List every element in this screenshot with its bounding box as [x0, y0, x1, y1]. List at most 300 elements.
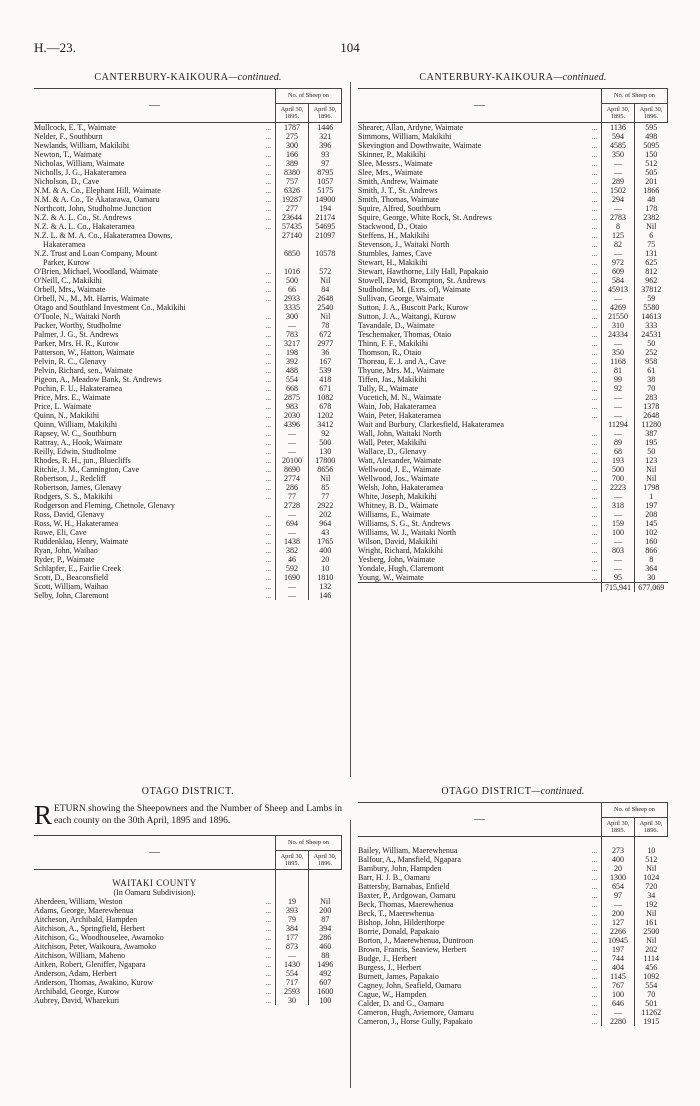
leader-dots: ...	[591, 142, 598, 151]
owner-name: Wall, John, Waitaki North	[358, 429, 442, 439]
leader-dots: ...	[265, 178, 272, 187]
sheep-1895: —	[276, 528, 309, 537]
leader-dots	[262, 303, 276, 312]
sheep-1895: 20	[602, 864, 635, 873]
owner-name: Cameron, J., Horse Gully, Papakaio	[358, 1017, 473, 1027]
owner-name: Squire, George, White Rock, St. Andrews	[358, 213, 492, 223]
table-row	[34, 978, 342, 987]
sheep-1895: 45913	[602, 285, 635, 294]
column-divider-lower	[350, 820, 351, 1088]
table-row	[358, 873, 668, 882]
sheep-1896: 93	[309, 150, 342, 159]
sheep-1895: 197	[602, 945, 635, 954]
sheep-1896: 201	[635, 177, 668, 186]
leader-dots: ...	[591, 304, 598, 313]
sheep-1896: 8656	[309, 465, 342, 474]
sheep-1896: 1798	[635, 483, 668, 492]
sheep-1896: 192	[635, 900, 668, 909]
sheep-1896: 5175	[309, 186, 342, 195]
sheep-1896: 195	[635, 438, 668, 447]
table-row	[34, 951, 342, 960]
year-1895-header: April 30, 1895.	[276, 104, 309, 123]
total-row	[358, 583, 668, 593]
year-1895-header: April 30, 1895.	[276, 851, 309, 870]
sheep-1896: Nil	[635, 222, 668, 231]
owner-name: Stewart, Hawthorne, Lily Hall, Papakaio	[358, 267, 489, 277]
sheep-1895: 4269	[602, 303, 635, 312]
table-row	[358, 348, 668, 357]
sheep-1895: 2728	[276, 501, 309, 510]
owner-name: Cagney, John, Seafield, Oamaru	[358, 981, 462, 991]
table-row	[358, 474, 668, 483]
section-title: CANTERBURY-KAIKOURA—continued.	[94, 72, 282, 83]
table-row	[34, 906, 342, 915]
sheep-1895: 2933	[276, 294, 309, 303]
sheep-1896: 456	[635, 963, 668, 972]
sheep-1896: 678	[309, 402, 342, 411]
owner-name: Rapsey, W. C., Southburn	[34, 429, 117, 439]
sheep-1895: 19287	[276, 195, 309, 204]
owner-name: Borrie, Donald, Papakaio	[358, 927, 440, 937]
owner-name: Rattray, A., Hook, Waimate	[34, 438, 123, 448]
leader-dots: ...	[591, 124, 598, 133]
sheep-1895: 97	[602, 891, 635, 900]
sheep-1896: 387	[635, 429, 668, 438]
total-1896: 677,069	[635, 583, 668, 593]
sheep-1895: 100	[602, 528, 635, 537]
owner-name: Tavandale, D., Waimate	[358, 321, 435, 331]
county-name: WAITAKI COUNTY	[112, 878, 197, 889]
table-row	[358, 537, 668, 546]
owner-name: Quinn, N., Makikihi	[34, 411, 100, 421]
sheep-1896: 1057	[309, 177, 342, 186]
sheep-1895: 289	[602, 177, 635, 186]
sheep-1895: —	[602, 249, 635, 258]
table-row	[358, 954, 668, 963]
owner-name: Rodgerson and Fleming, Chetnole, Glenavy	[34, 501, 175, 511]
table-row	[358, 972, 668, 981]
sheep-count-header: No. of Sheep on	[276, 836, 342, 851]
owner-name: Williams, W. J., Waitaki North	[358, 528, 456, 538]
sheep-1895: 82	[602, 240, 635, 249]
leader-dots: ...	[265, 565, 272, 574]
sheep-1896: 607	[309, 978, 342, 987]
owner-name: Northcott, John, Studholme Junction	[34, 204, 152, 214]
owner-name: Aubrey, David, Wharekuri	[34, 996, 120, 1006]
sheep-1895: 24334	[602, 330, 635, 339]
section-title: OTAGO DISTRICT—continued.	[441, 786, 585, 797]
owner-name: Anderson, Adam, Herbert	[34, 969, 117, 979]
table-row	[358, 492, 668, 501]
owner-name: Beck, T., Maerewhenua	[358, 909, 434, 919]
sheep-1896: 1114	[635, 954, 668, 963]
sheep-1896: 30	[635, 573, 668, 583]
owner-name: Pelvin, Richard, sen., Waimate	[34, 366, 133, 376]
leader-dots: ...	[591, 502, 598, 511]
table-row	[358, 141, 668, 150]
leader-dots: ...	[265, 943, 272, 952]
owner-name: Thinn, F. F., Makikihi	[358, 339, 429, 349]
leader-dots: ...	[265, 457, 272, 466]
leader-dots: ...	[591, 295, 598, 304]
sheep-1896: 10	[309, 564, 342, 573]
sheep-1896: 8795	[309, 168, 342, 177]
otago-right-section	[358, 786, 668, 1026]
sheep-1895: —	[602, 537, 635, 546]
leader-dots	[588, 420, 602, 429]
sheep-1896: 321	[309, 132, 342, 141]
table-row	[358, 195, 668, 204]
owner-name: Wain, Peter, Hakateramea	[358, 411, 441, 421]
sheep-1896: 20	[309, 555, 342, 564]
table-row	[358, 483, 668, 492]
sheep-1896: 161	[635, 918, 668, 927]
owner-name: O'Neill, C., Makikihi	[34, 276, 102, 286]
sheep-1895	[276, 258, 309, 267]
sheep-1896: 460	[309, 942, 342, 951]
page-header	[34, 40, 666, 56]
table-row	[34, 510, 342, 519]
leader-dots: ...	[591, 892, 598, 901]
table-row	[34, 519, 342, 528]
owner-name: N.Z. & A. L. Co., St. Andrews	[34, 213, 132, 223]
sheep-1896: 146	[309, 591, 342, 600]
leader-dots: ...	[265, 160, 272, 169]
sheep-1895: 594	[602, 132, 635, 141]
owner-name: N.M. & A. Co., Te Akatarawa, Oamaru	[34, 195, 160, 205]
name-column-header: —	[358, 803, 602, 837]
owner-name: Bishop, John, Hilderthorpe	[358, 918, 445, 928]
owner-name: Ryan, John, Waihao	[34, 546, 98, 556]
leader-dots: ...	[265, 961, 272, 970]
owner-name: N.Z. L. & M. A. Co., Hakateramea Downs,	[34, 231, 173, 241]
owner-name: N.M. & A. Co., Elephant Hill, Waimate	[34, 186, 161, 196]
table-row	[34, 483, 342, 492]
leader-dots: ...	[265, 430, 272, 439]
leader-dots: ...	[591, 448, 598, 457]
leader-dots: ...	[591, 574, 598, 583]
sheep-1896: 1915	[635, 1017, 668, 1026]
sheep-1895: 3217	[276, 339, 309, 348]
owner-name: Tully, R., Waimate	[358, 384, 418, 394]
table-row	[34, 303, 342, 312]
leader-dots: ...	[591, 538, 598, 547]
sheep-1896: 501	[635, 999, 668, 1008]
sheep-1896: 131	[635, 249, 668, 258]
leader-dots: ...	[265, 421, 272, 430]
owner-name: Wilson, David, Makikihi	[358, 537, 438, 547]
sheep-1896: 671	[309, 384, 342, 393]
sheep-1896: 2648	[635, 411, 668, 420]
owner-name: Scott, William, Waihao	[34, 582, 109, 592]
leader-dots: ...	[265, 313, 272, 322]
leader-dots: ...	[591, 394, 598, 403]
sheep-1896: 3412	[309, 420, 342, 429]
table-row	[34, 897, 342, 906]
owner-name: Archibald, George, Kurow	[34, 987, 120, 997]
canterbury-right-section	[358, 72, 668, 592]
sheep-1895: 166	[276, 150, 309, 159]
sheep-1896: 1092	[635, 972, 668, 981]
sheep-1895: 1016	[276, 267, 309, 276]
sheep-1896: 286	[309, 933, 342, 942]
table-row	[34, 546, 342, 555]
owner-name: Nelder, F., Southburn	[34, 132, 103, 142]
sheep-1896: 1810	[309, 573, 342, 582]
sheep-1895: 757	[276, 177, 309, 186]
leader-dots: ...	[265, 376, 272, 385]
sheep-1895: 46	[276, 555, 309, 564]
table-row	[34, 924, 342, 933]
sheep-1895: 125	[602, 231, 635, 240]
table-row	[358, 936, 668, 945]
owner-name: Thyune, Mrs. M., Waimate	[358, 366, 445, 376]
table-row	[34, 591, 342, 600]
table-row	[358, 375, 668, 384]
leader-dots: ...	[265, 979, 272, 988]
year-1895-header: April 30, 1895.	[602, 104, 635, 123]
table-row	[358, 564, 668, 573]
sheep-1896: 1866	[635, 186, 668, 195]
sheep-1895: 803	[602, 546, 635, 555]
owner-name: Aitchison, William, Maheno	[34, 951, 126, 961]
owner-name: Aitchison, A., Springfield, Herbert	[34, 924, 145, 934]
sheep-1896: 252	[635, 348, 668, 357]
sheep-1895: 1300	[602, 873, 635, 882]
owner-name: Ross, W. H., Hakateramea	[34, 519, 119, 529]
sheep-1895: 193	[602, 456, 635, 465]
table-row	[34, 132, 342, 141]
sheep-1895: —	[602, 1008, 635, 1017]
leader-dots: ...	[265, 916, 272, 925]
sheep-1896: 11280	[635, 420, 668, 429]
sheep-1895: 592	[276, 564, 309, 573]
leader-dots: ...	[591, 349, 598, 358]
sheep-1895: 694	[276, 519, 309, 528]
table-row	[34, 375, 342, 384]
sheep-1895: —	[602, 402, 635, 411]
sheep-1895: 8	[602, 222, 635, 231]
owner-name: Parker, Mrs. H. R., Kurow	[34, 339, 119, 349]
owner-name: Patterson, W., Hatton, Waimate	[34, 348, 135, 358]
leader-dots: ...	[265, 988, 272, 997]
owner-name: Parker, Kurow	[43, 258, 90, 268]
leader-dots: ...	[591, 565, 598, 574]
table-row	[358, 411, 668, 420]
sheep-1896: Nil	[635, 936, 668, 945]
table-row	[358, 402, 668, 411]
table-row	[358, 990, 668, 999]
owner-name: Newlands, William, Makikihi	[34, 141, 130, 151]
table-row	[34, 348, 342, 357]
sheep-table	[34, 835, 342, 1005]
leader-dots: ...	[591, 268, 598, 277]
table-row	[34, 528, 342, 537]
leader-dots: ...	[265, 187, 272, 196]
sheep-1895: 1136	[602, 123, 635, 133]
sheep-1895: 177	[276, 933, 309, 942]
sheep-1896: Nil	[635, 465, 668, 474]
column-divider	[350, 82, 351, 777]
leader-dots: ...	[265, 277, 272, 286]
sheep-1895: —	[276, 429, 309, 438]
owner-name: Young, W., Waimate	[358, 573, 424, 583]
table-row	[358, 510, 668, 519]
owner-name: Stewart, H., Makikihi	[358, 258, 428, 268]
sheep-1896: 102	[635, 528, 668, 537]
table-row	[34, 339, 342, 348]
table-row	[34, 987, 342, 996]
owner-name: Bambury, John, Hampden	[358, 864, 442, 874]
sheep-1896: 97	[309, 159, 342, 168]
sheep-1896: 167	[309, 357, 342, 366]
leader-dots: ...	[265, 439, 272, 448]
owner-name: Smith, Thomas, Waimate	[358, 195, 439, 205]
table-row	[34, 996, 342, 1005]
leader-dots: ...	[265, 475, 272, 484]
sheep-1895: 646	[602, 999, 635, 1008]
sheep-1895: 8380	[276, 168, 309, 177]
sheep-1895: 488	[276, 366, 309, 375]
table-row	[358, 339, 668, 348]
sheep-1895: 500	[276, 276, 309, 285]
table-row	[34, 915, 342, 924]
sheep-1895: —	[276, 438, 309, 447]
leader-dots: ...	[265, 925, 272, 934]
table-row	[358, 999, 668, 1008]
leader-dots: ...	[591, 973, 598, 982]
owner-name: Barr, H. J. B., Oamaru	[358, 873, 430, 883]
owner-name: Wain, Job, Hakateramea	[358, 402, 436, 412]
owner-name: Battersby, Barnabas, Enfield	[358, 882, 450, 892]
owner-name: Calder, D. and G., Oamaru	[358, 999, 444, 1009]
sheep-1895: 23644	[276, 213, 309, 222]
sheep-1896: 87	[309, 915, 342, 924]
leader-dots: ...	[265, 970, 272, 979]
table-row	[358, 267, 668, 276]
sheep-1896: 554	[635, 981, 668, 990]
table-row	[358, 882, 668, 891]
sheep-table	[34, 88, 342, 600]
leader-dots: ...	[591, 223, 598, 232]
owner-name: Newton, T., Waimate	[34, 150, 102, 160]
sheep-1895: 8690	[276, 465, 309, 474]
sheep-1895: —	[276, 447, 309, 456]
sheep-1895: 273	[602, 846, 635, 855]
leader-dots: ...	[265, 394, 272, 403]
sheep-1896: 394	[309, 924, 342, 933]
leader-dots: ...	[265, 133, 272, 142]
sheep-1895: 1430	[276, 960, 309, 969]
sheep-1896: 200	[309, 906, 342, 915]
table-row	[358, 456, 668, 465]
leader-dots: ...	[591, 187, 598, 196]
table-row	[34, 159, 342, 168]
sheep-1896: 14613	[635, 312, 668, 321]
page-number: 104	[340, 40, 360, 55]
drop-cap: R	[34, 800, 53, 830]
table-row	[358, 123, 668, 133]
sheep-1896: 77	[309, 492, 342, 501]
table-row	[34, 537, 342, 546]
leader-dots: ...	[265, 124, 272, 133]
owner-name: Wellwood, J. E., Waimate	[358, 465, 441, 475]
sheep-1895: 400	[602, 855, 635, 864]
owner-name: Squire, Alfred, Southburn	[358, 204, 441, 214]
table-row	[34, 438, 342, 447]
leader-dots: ...	[591, 946, 598, 955]
owner-name: Slee, Messrs., Waimate	[358, 159, 433, 169]
sheep-1896: 150	[635, 150, 668, 159]
sheep-count-header: No. of Sheep on	[276, 89, 342, 104]
sheep-1895: 81	[602, 366, 635, 375]
sheep-1895: —	[602, 204, 635, 213]
owner-name: Welsh, John, Hakateramea	[358, 483, 444, 493]
sheep-1896: 21174	[309, 213, 342, 222]
table-row	[34, 222, 342, 231]
table-row	[34, 186, 342, 195]
table-row	[358, 213, 668, 222]
sheep-1896: 1	[635, 492, 668, 501]
sheep-1895	[276, 240, 309, 249]
sheep-1895: 1145	[602, 972, 635, 981]
table-row	[358, 891, 668, 900]
table-row	[358, 258, 668, 267]
table-row	[358, 186, 668, 195]
sheep-1895: 1168	[602, 357, 635, 366]
sheep-1895: 983	[276, 402, 309, 411]
sheep-1895: 1787	[276, 123, 309, 133]
sheep-1895: 66	[276, 285, 309, 294]
sheep-1895: 10945	[602, 936, 635, 945]
year-1896-header: April 30, 1896.	[635, 104, 668, 123]
subdivision-name: (In Oamaru Subdivision).	[113, 888, 196, 898]
leader-dots: ...	[591, 196, 598, 205]
sheep-1896: 1446	[309, 123, 342, 133]
sheep-1895: —	[602, 411, 635, 420]
owner-name: Yesberg, John, Waimate	[358, 555, 435, 565]
table-row	[358, 132, 668, 141]
leader-dots: ...	[265, 898, 272, 907]
sheep-1895: 27140	[276, 231, 309, 240]
sheep-1895: —	[602, 429, 635, 438]
table-row	[358, 366, 668, 375]
sheep-1896: 37812	[635, 285, 668, 294]
table-row	[34, 294, 342, 303]
sheep-1895: —	[276, 951, 309, 960]
owner-name: Anderson, Thomas, Awakino, Kurow	[34, 978, 154, 988]
owner-name: Skinner, P., Makikihi	[358, 150, 426, 160]
leader-dots: ...	[265, 349, 272, 358]
sheep-1895: 554	[276, 969, 309, 978]
sheep-1896: 400	[309, 546, 342, 555]
leader-dots: ...	[591, 178, 598, 187]
sheep-1896: 92	[309, 429, 342, 438]
table-row	[358, 981, 668, 990]
leader-dots: ...	[265, 340, 272, 349]
leader-dots: ...	[591, 556, 598, 565]
sheep-1896: 130	[309, 447, 342, 456]
owner-name: Shearer, Allan, Ardyne, Waimate	[358, 123, 464, 133]
sheep-1895: 3335	[276, 303, 309, 312]
sheep-1895: 277	[276, 204, 309, 213]
leader-dots: ...	[265, 412, 272, 421]
sheep-1896: 672	[309, 330, 342, 339]
sheep-1895: 382	[276, 546, 309, 555]
owner-name: Aitchison, G., Woodhouselee, Awamoko	[34, 933, 164, 943]
owner-name: Ruddenklau, Henry, Waimate	[34, 537, 129, 547]
sheep-1895: 654	[602, 882, 635, 891]
